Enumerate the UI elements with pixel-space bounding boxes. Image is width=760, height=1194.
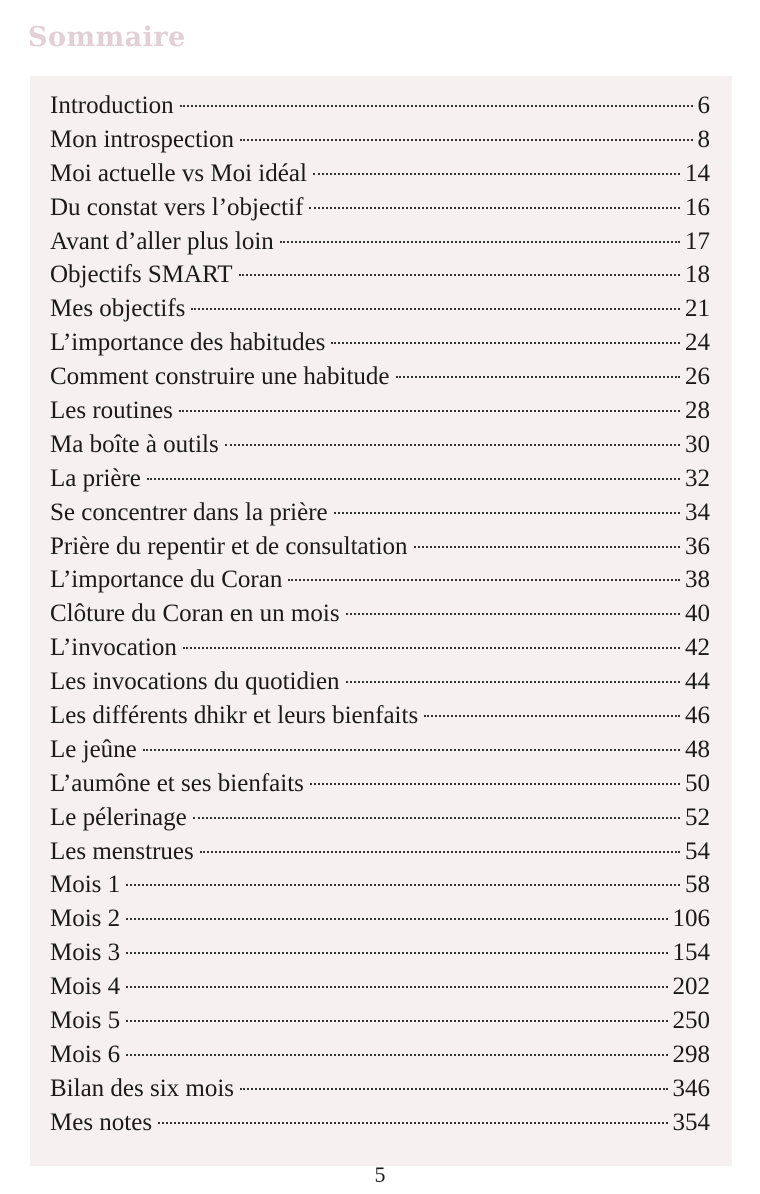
dot-leader xyxy=(191,308,680,310)
toc-entry-page: 354 xyxy=(672,1108,710,1136)
toc-entry-title: Moi actuelle vs Moi idéal xyxy=(50,159,307,187)
toc-entry-page: 52 xyxy=(685,803,710,831)
toc-entry-page: 202 xyxy=(672,973,710,1001)
toc-entry xyxy=(50,194,710,228)
toc-entry xyxy=(50,973,710,1007)
page-heading: Sommaire xyxy=(28,22,186,53)
toc-entry-title: Comment construire une habitude xyxy=(50,363,390,391)
dot-leader xyxy=(310,783,680,785)
toc-entry-title: Mois 1 xyxy=(50,871,121,899)
toc-entry-page: 250 xyxy=(672,1007,710,1035)
toc-entry xyxy=(50,1007,710,1041)
toc-entry-page: 48 xyxy=(685,735,710,763)
dot-leader xyxy=(180,105,693,107)
dot-leader xyxy=(331,342,680,344)
dot-leader xyxy=(239,274,680,276)
toc-entry-title: Mes objectifs xyxy=(50,295,186,323)
toc-entry-title: Les différents dhikr et leurs bienfaits xyxy=(50,702,419,730)
toc-entry-page: 34 xyxy=(685,498,710,526)
dot-leader xyxy=(126,884,680,886)
toc-entry-title: L’invocation xyxy=(50,634,177,662)
dot-leader xyxy=(158,1122,667,1124)
toc-entry xyxy=(50,397,710,431)
dot-leader xyxy=(183,647,680,649)
toc-entry xyxy=(50,431,710,465)
dot-leader xyxy=(126,986,667,988)
toc-entry-title: Les routines xyxy=(50,397,173,425)
toc-entry xyxy=(50,838,710,872)
toc-entry xyxy=(50,126,710,160)
page-number: 5 xyxy=(374,1162,386,1187)
toc-list xyxy=(50,92,710,1143)
toc-entry xyxy=(50,92,710,126)
dot-leader xyxy=(200,851,680,853)
toc-entry xyxy=(50,939,710,973)
toc-entry xyxy=(50,363,710,397)
toc-entry xyxy=(50,566,710,600)
dot-leader xyxy=(346,613,680,615)
toc-entry-page: 32 xyxy=(685,464,710,492)
toc-entry-title: Mois 5 xyxy=(50,1007,121,1035)
dot-leader xyxy=(143,749,680,751)
toc-entry-title: Clôture du Coran en un mois xyxy=(50,600,340,628)
dot-leader xyxy=(240,1088,667,1090)
dot-leader xyxy=(288,579,680,581)
toc-entry-page: 24 xyxy=(685,329,710,357)
toc-entry xyxy=(50,668,710,702)
toc-entry xyxy=(50,261,710,295)
dot-leader xyxy=(126,918,667,920)
toc-entry-title: Avant d’aller plus loin xyxy=(50,227,274,255)
toc-entry xyxy=(50,295,710,329)
toc-entry-title: Le pélerinage xyxy=(50,803,187,831)
toc-entry-page: 38 xyxy=(685,566,710,594)
toc-entry xyxy=(50,600,710,634)
toc-entry-title: Du constat vers l’objectif xyxy=(50,193,304,221)
toc-entry-title: L’aumône et ses bienfaits xyxy=(50,769,304,797)
toc-entry xyxy=(50,533,710,567)
toc-entry-title: L’importance des habitudes xyxy=(50,329,326,357)
toc-entry-page: 54 xyxy=(685,837,710,865)
toc-entry-page: 42 xyxy=(685,634,710,662)
toc-entry xyxy=(50,770,710,804)
toc-entry xyxy=(50,465,710,499)
toc-entry-page: 298 xyxy=(672,1040,710,1068)
toc-entry-page: 46 xyxy=(685,702,710,730)
toc-entry-page: 44 xyxy=(685,668,710,696)
toc-entry-title: Objectifs SMART xyxy=(50,261,233,289)
toc-entry-page: 30 xyxy=(685,430,710,458)
dot-leader xyxy=(414,546,680,548)
toc-entry-page: 8 xyxy=(697,125,710,153)
toc-entry xyxy=(50,804,710,838)
toc-entry xyxy=(50,499,710,533)
toc-entry xyxy=(50,1041,710,1075)
toc-entry-title: L’importance du Coran xyxy=(50,566,283,594)
dot-leader xyxy=(424,715,680,717)
toc-entry xyxy=(50,1075,710,1109)
dot-leader xyxy=(280,241,680,243)
toc-entry-page: 58 xyxy=(685,871,710,899)
toc-entry-title: Le jeûne xyxy=(50,735,137,763)
dot-leader xyxy=(309,207,680,209)
dot-leader xyxy=(126,1054,667,1056)
toc-entry-title: Bilan des six mois xyxy=(50,1074,235,1102)
toc-entry xyxy=(50,329,710,363)
toc-entry xyxy=(50,634,710,668)
toc-entry-page: 36 xyxy=(685,532,710,560)
dot-leader xyxy=(179,410,680,412)
toc-entry-title: La prière xyxy=(50,464,141,492)
toc-entry xyxy=(50,736,710,770)
dot-leader xyxy=(313,173,680,175)
toc-entry-page: 40 xyxy=(685,600,710,628)
toc-entry xyxy=(50,702,710,736)
toc-entry xyxy=(50,228,710,262)
toc-entry-title: Mois 2 xyxy=(50,905,121,933)
dot-leader xyxy=(240,139,692,141)
toc-entry-page: 346 xyxy=(672,1074,710,1102)
dot-leader xyxy=(346,681,680,683)
dot-leader xyxy=(334,512,680,514)
toc-entry-title: Les invocations du quotidien xyxy=(50,668,340,696)
toc-entry-page: 26 xyxy=(685,363,710,391)
toc-entry-title: Ma boîte à outils xyxy=(50,430,219,458)
toc-entry xyxy=(50,871,710,905)
toc-entry-page: 21 xyxy=(685,295,710,323)
dot-leader xyxy=(126,952,667,954)
toc-entry-title: Mois 3 xyxy=(50,939,121,967)
toc-entry-title: Se concentrer dans la prière xyxy=(50,498,328,526)
toc-entry-page: 18 xyxy=(685,261,710,289)
toc-entry-page: 6 xyxy=(697,92,710,119)
toc-entry xyxy=(50,1109,710,1143)
toc-entry-title: Mon introspection xyxy=(50,125,235,153)
dot-leader xyxy=(126,1020,667,1022)
toc-entry-title: Mois 6 xyxy=(50,1040,121,1068)
toc-entry-page: 14 xyxy=(685,159,710,187)
dot-leader xyxy=(225,444,680,446)
toc-entry-page: 154 xyxy=(672,939,710,967)
toc-entry-page: 50 xyxy=(685,769,710,797)
toc-entry-page: 28 xyxy=(685,397,710,425)
dot-leader xyxy=(396,376,680,378)
toc-entry xyxy=(50,160,710,194)
toc-entry-page: 16 xyxy=(685,193,710,221)
toc-entry-title: Mes notes xyxy=(50,1108,153,1136)
toc-entry-title: Prière du repentir et de consultation xyxy=(50,532,408,560)
table-of-contents xyxy=(30,76,732,1166)
toc-entry-page: 17 xyxy=(685,227,710,255)
toc-entry-title: Les menstrues xyxy=(50,837,194,865)
dot-leader xyxy=(147,478,680,480)
toc-entry-title: Mois 4 xyxy=(50,973,121,1001)
toc-entry-title: Introduction xyxy=(50,92,174,119)
dot-leader xyxy=(193,817,680,819)
toc-entry-page: 106 xyxy=(672,905,710,933)
toc-entry xyxy=(50,905,710,939)
